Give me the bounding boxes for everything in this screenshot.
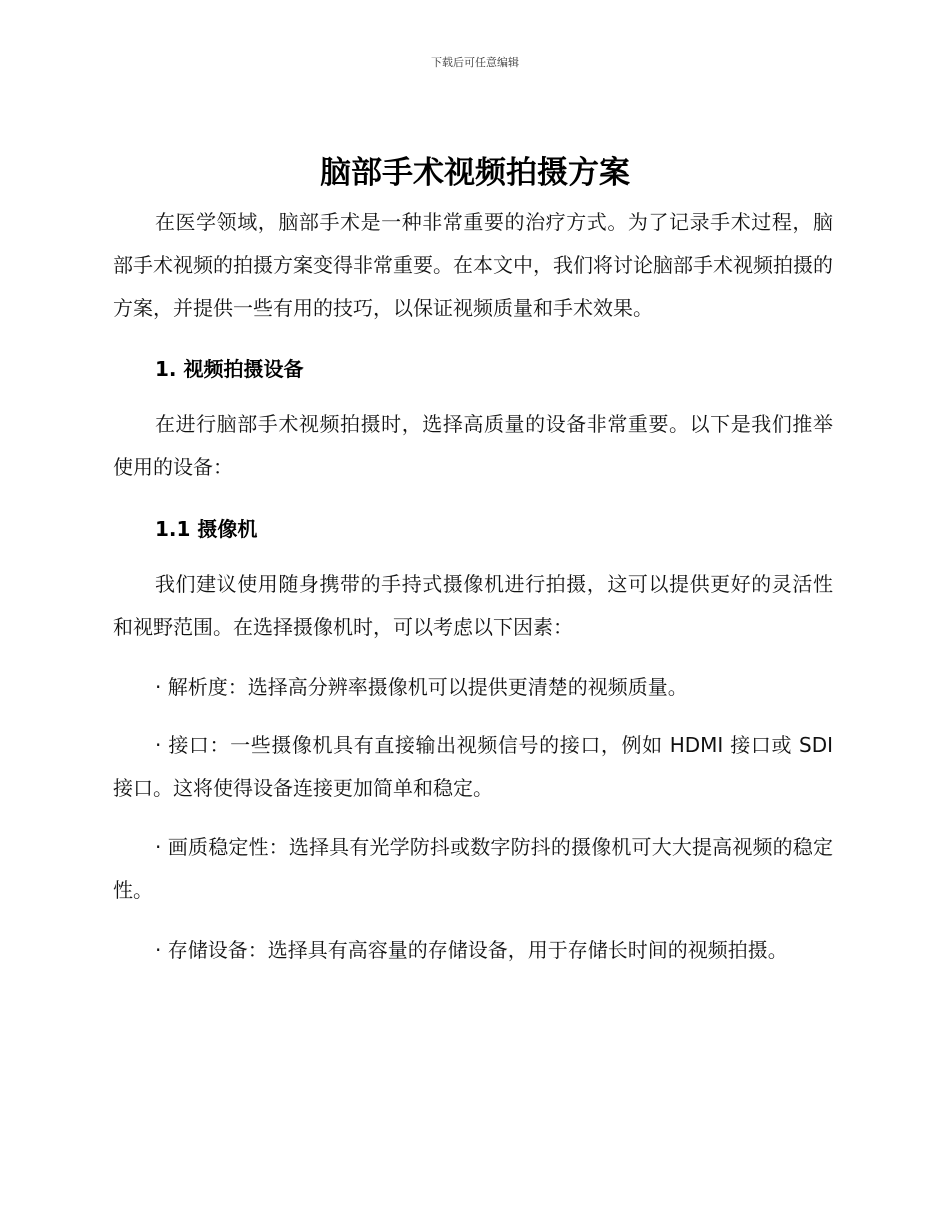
header-note: 下载后可任意编辑	[431, 56, 519, 69]
intro-paragraph: 在医学领域，脑部手术是一种非常重要的治疗方式。为了记录手术过程，脑部手术视频的拍摄方案变得非常重要。在本文中，我们将讨论脑部手术视频拍摄的方案，并提供一些有用的技巧，以保证视频质量和手术效果。	[113, 210, 833, 320]
document-title: 脑部手术视频拍摄方案	[320, 155, 630, 191]
section-heading-camera: 1.1 摄像机	[155, 517, 258, 541]
bullet-stability: · 画质稳定性：选择具有光学防抖或数字防抖的摄像机可大大提高视频的稳定性。	[113, 835, 833, 902]
bullet-resolution: · 解析度：选择高分辨率摄像机可以提供更清楚的视频质量。	[155, 675, 688, 699]
section-heading-equipment: 1. 视频拍摄设备	[155, 357, 304, 381]
bullet-storage: · 存储设备：选择具有高容量的存储设备，用于存储长时间的视频拍摄。	[155, 938, 788, 962]
bullet-interface: · 接口：一些摄像机具有直接输出视频信号的接口，例如 HDMI 接口或 SDI 接口。这将使得设备连接更加简单和稳定。	[113, 733, 833, 800]
camera-paragraph: 我们建议使用随身携带的手持式摄像机进行拍摄，这可以提供更好的灵活性和视野范围。在选择摄像机时，可以考虑以下因素：	[113, 572, 833, 639]
equipment-paragraph: 在进行脑部手术视频拍摄时，选择高质量的设备非常重要。以下是我们推举使用的设备：	[113, 412, 833, 479]
